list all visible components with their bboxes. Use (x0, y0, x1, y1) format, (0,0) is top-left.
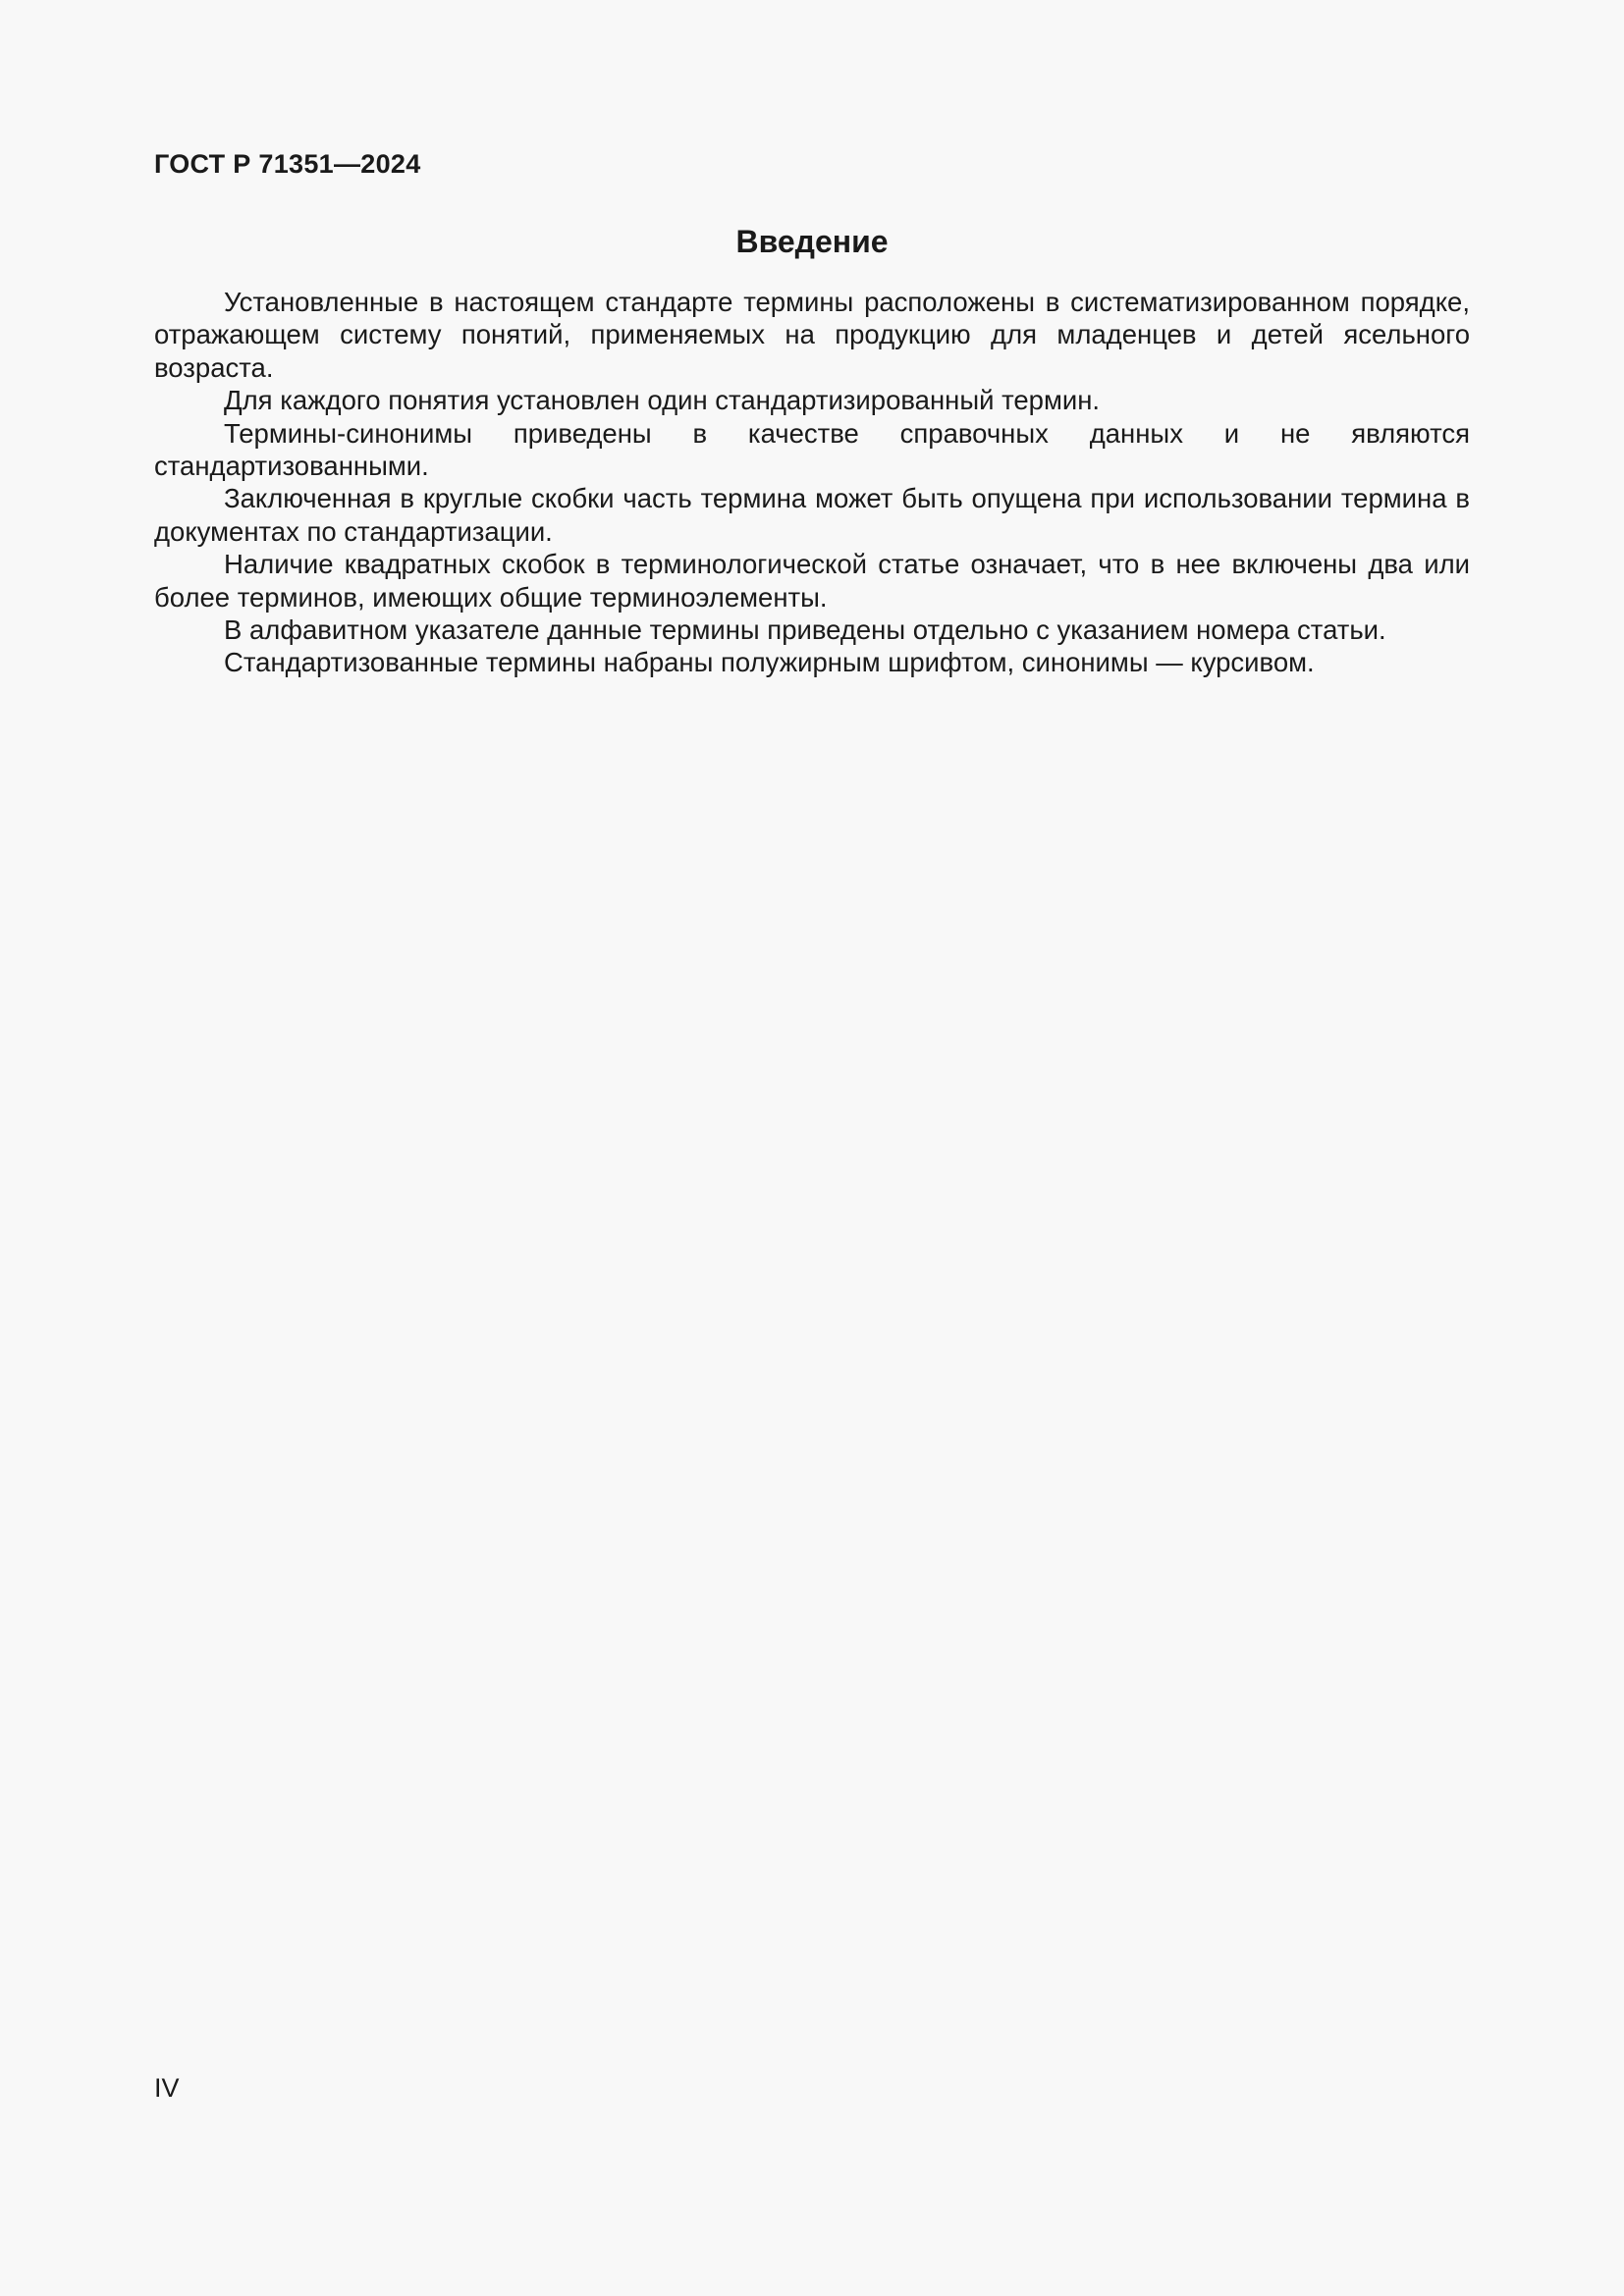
paragraph: В алфавитном указателе данные термины приведены отдельно с указанием номера статьи. (224, 614, 1386, 646)
paragraph: Стандартизованные термины набраны полужирным шрифтом, синонимы — курсивом. (224, 647, 1315, 678)
section-title: Введение (735, 224, 889, 259)
section-body (154, 286, 1470, 679)
paragraph: Для каждого понятия установлен один стандартизированный термин. (224, 385, 1101, 416)
document-code: ГОСТ Р 71351—2024 (154, 149, 421, 179)
paragraph: Термины-синонимы приведены в качестве справочных данных и не являются стандартизованными. (154, 417, 1470, 482)
page-number: IV (154, 2073, 180, 2103)
paragraph: Заключенная в круглые скобки часть термина может быть опущена при использовании термина в документах по стандартизации. (154, 483, 1470, 547)
paragraph: Установленные в настоящем стандарте термины расположены в систематизированном порядке, отражающем систему понятий, применяемых на продукцию для младенцев и детей ясельного возраста. (154, 287, 1470, 383)
paragraph: Наличие квадратных скобок в терминологической статье означает, что в нее включены два или более терминов, имеющих общие терминоэлементы. (154, 549, 1470, 613)
